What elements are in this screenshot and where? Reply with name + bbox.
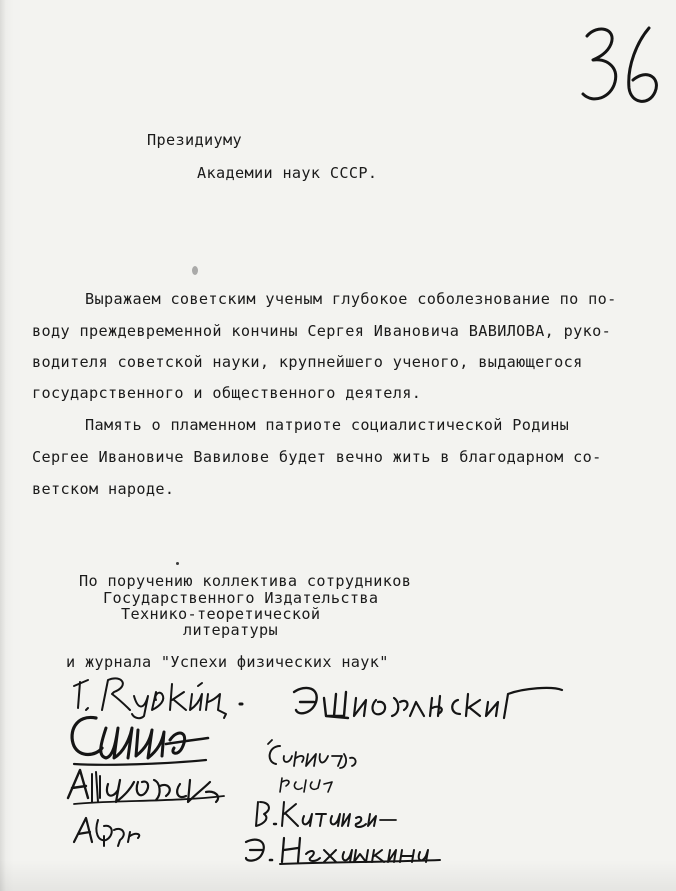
body-line-6: Сергее Ивановиче Вавилове будет вечно жить в благодарном со- [32, 448, 602, 466]
signature-sergeev [262, 738, 372, 798]
closing-line-5: и журнала "Успехи физических наук" [66, 653, 389, 671]
signature-shpolsky [290, 680, 570, 724]
signature-katameev [250, 796, 400, 832]
signature-small [70, 812, 160, 846]
addressee-line-1: Президиуму [147, 131, 242, 149]
body-line-1: Выражаем советским ученым глубокое соболезнование по по- [85, 290, 617, 308]
body-line-5: Память о пламенном патриоте социалистической Родины [85, 416, 570, 434]
closing-line-4: литературы [183, 621, 278, 639]
archive-page-number [575, 22, 665, 114]
ink-dot [176, 562, 179, 565]
closing-line-1: По поручению коллектива сотрудников [79, 572, 412, 590]
signature-large-2 [64, 762, 234, 808]
body-line-4: государственного и общественного деятеля. [32, 384, 422, 402]
addressee-line-2: Академии наук СССР. [197, 164, 378, 182]
ink-smudge [192, 266, 198, 275]
body-line-2: воду преждевременной кончины Сергея Ивановича ВАВИЛОВА, руко- [32, 322, 612, 340]
closing-line-2: Государственного Издательства [103, 589, 379, 607]
body-line-7: ветском народе. [32, 480, 175, 498]
closing-line-3: Технико-теоретической [121, 605, 321, 623]
body-line-3: водителя советской науки, крупнейшего ученого, выдающегося [32, 353, 583, 371]
signature-nekhamkina [240, 832, 450, 866]
